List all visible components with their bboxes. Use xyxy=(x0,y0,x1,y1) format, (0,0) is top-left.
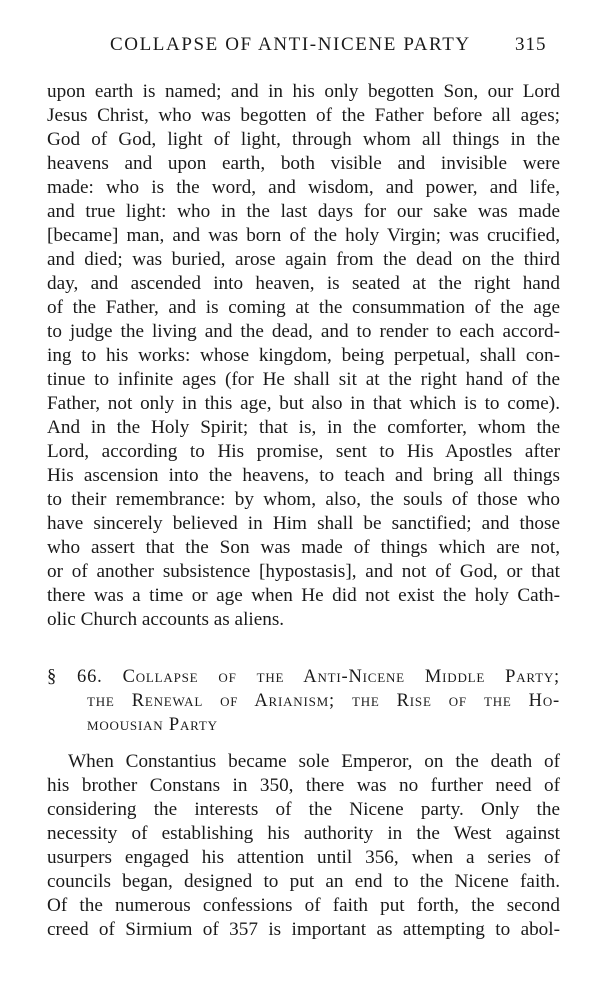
text-line: ing to his works: whose kingdom, being perpetual, shall con- xyxy=(47,345,560,366)
text-line: And in the Holy Spirit; that is, in the comforter, whom the xyxy=(47,417,560,438)
text-line: His ascension into the heavens, to teach and bring all things xyxy=(47,465,560,486)
text-line: olic Church accounts as aliens. xyxy=(47,609,285,630)
running-title: COLLAPSE OF ANTI-NICENE PARTY xyxy=(110,34,471,55)
text-line: considering the interests of the Nicene party. Only the xyxy=(47,799,560,820)
section-heading-line: the Renewal of Arianism; the Rise of the Ho- xyxy=(87,691,560,711)
text-line: heavens and upon earth, both visible and invisible were xyxy=(47,153,560,174)
text-line: Father, not only in this age, but also in that which is to come). xyxy=(47,393,560,414)
text-line: [became] man, and was born of the holy Virgin; was crucified, xyxy=(47,225,560,246)
text-line: and true light: who in the last days for our sake was made xyxy=(47,201,560,222)
text-line: Of the numerous confessions of faith put forth, the second xyxy=(47,895,560,916)
text-line: usurpers engaged his attention until 356, when a series of xyxy=(47,847,560,868)
text-line: to judge the living and the dead, and to render to each accord- xyxy=(47,321,560,342)
text-line: necessity of establishing his authority in the West against xyxy=(47,823,560,844)
text-line: upon earth is named; and in his only begotten Son, our Lord xyxy=(47,81,560,102)
text-line: Jesus Christ, who was begotten of the Father before all ages; xyxy=(47,105,560,126)
running-header xyxy=(0,34,607,64)
text-line: Lord, according to His promise, sent to His Apostles after xyxy=(47,441,560,462)
page-number: 315 xyxy=(515,34,547,55)
text-line: have sincerely believed in Him shall be sanctified; and those xyxy=(47,513,560,534)
text-line: creed of Sirmium of 357 is important as attempting to abol- xyxy=(47,919,560,940)
text-line: and died; was buried, arose again from the dead on the third xyxy=(47,249,560,270)
text-line: his brother Constans in 350, there was no further need of xyxy=(47,775,560,796)
text-line: When Constantius became sole Emperor, on the death of xyxy=(68,751,560,772)
text-line: who assert that the Son was made of things which are not, xyxy=(47,537,560,558)
text-line: there was a time or age when He did not exist the holy Cath- xyxy=(47,585,560,606)
text-line: made: who is the word, and wisdom, and power, and life, xyxy=(47,177,560,198)
section-heading-line: § 66. Collapse of the Anti-Nicene Middle Party; xyxy=(47,667,560,687)
text-line: day, and ascended into heaven, is seated at the right hand xyxy=(47,273,560,294)
text-line: councils began, designed to put an end to the Nicene faith. xyxy=(47,871,560,892)
text-line: or of another subsistence [hypostasis], and not of God, or that xyxy=(47,561,560,582)
text-line: to their remembrance: by whom, also, the souls of those who xyxy=(47,489,560,510)
text-line: tinue to infinite ages (for He shall sit at the right hand of the xyxy=(47,369,560,390)
section-heading-line: moousian Party xyxy=(87,715,218,735)
text-line: of the Father, and is coming at the consummation of the age xyxy=(47,297,560,318)
text-line: God of God, light of light, through whom all things in the xyxy=(47,129,560,150)
